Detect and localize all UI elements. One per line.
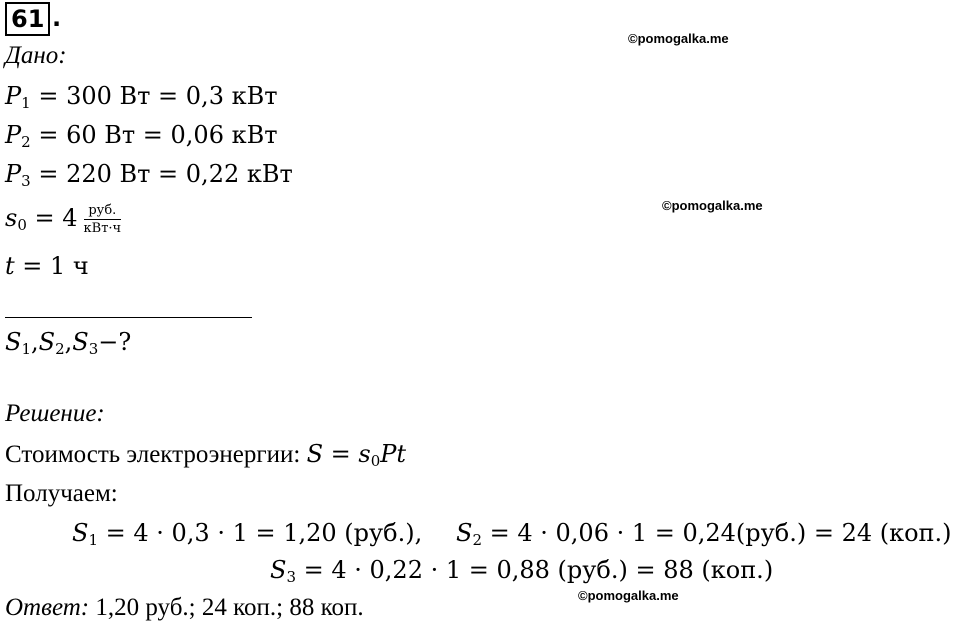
find-line: $S_1,S_2,S_3-$?: [5, 328, 132, 358]
answer-line: Ответ: 1,20 руб.; 24 коп.; 88 коп.: [5, 594, 364, 621]
cost-formula-line: Стоимость электроэнергии: $S = s_0Pt$: [5, 440, 407, 470]
equation-s2: $S_2 = 4 \cdot 0,06 \cdot 1 = 0,24(руб.) = 24$ (коп.): [456, 519, 952, 549]
given-heading: Дано:: [5, 42, 67, 69]
result-label: Получаем:: [5, 480, 118, 507]
equation-s3: $S_3 = 4 \cdot 0,22 \cdot 1 = 0,88$ (руб.) = 88 (коп.): [270, 556, 774, 586]
watermark-top: ©pomogalka.me: [628, 31, 729, 46]
given-p3: $P_3 = 220$ Вт = 0,22 кВт: [5, 160, 293, 190]
watermark-middle: ©pomogalka.me: [662, 198, 763, 213]
given-t: t = 1 ч: [5, 252, 89, 280]
given-s0: $s_0 = 4$ $\frac{\text{руб.}}{\text{кВт·ч}}$: [5, 203, 122, 236]
problem-number: 61: [5, 2, 50, 36]
problem-number-dot: .: [52, 4, 62, 32]
given-p2: $P_2 = 60$ Вт = 0,06 кВт: [5, 121, 278, 151]
watermark-bottom: ©pomogalka.me: [578, 588, 679, 603]
equation-s1: $S_1 = 4 \cdot 0,3 \cdot 1 = 1,20$ (руб.),: [72, 519, 423, 549]
given-p1: $P_1 = 300$ Вт = 0,3 кВт: [5, 82, 278, 112]
given-divider: [5, 317, 252, 318]
solution-heading: Решение:: [5, 400, 105, 427]
unit-fraction: $\frac{\text{руб.}}{\text{кВт·ч}}$: [83, 203, 122, 236]
